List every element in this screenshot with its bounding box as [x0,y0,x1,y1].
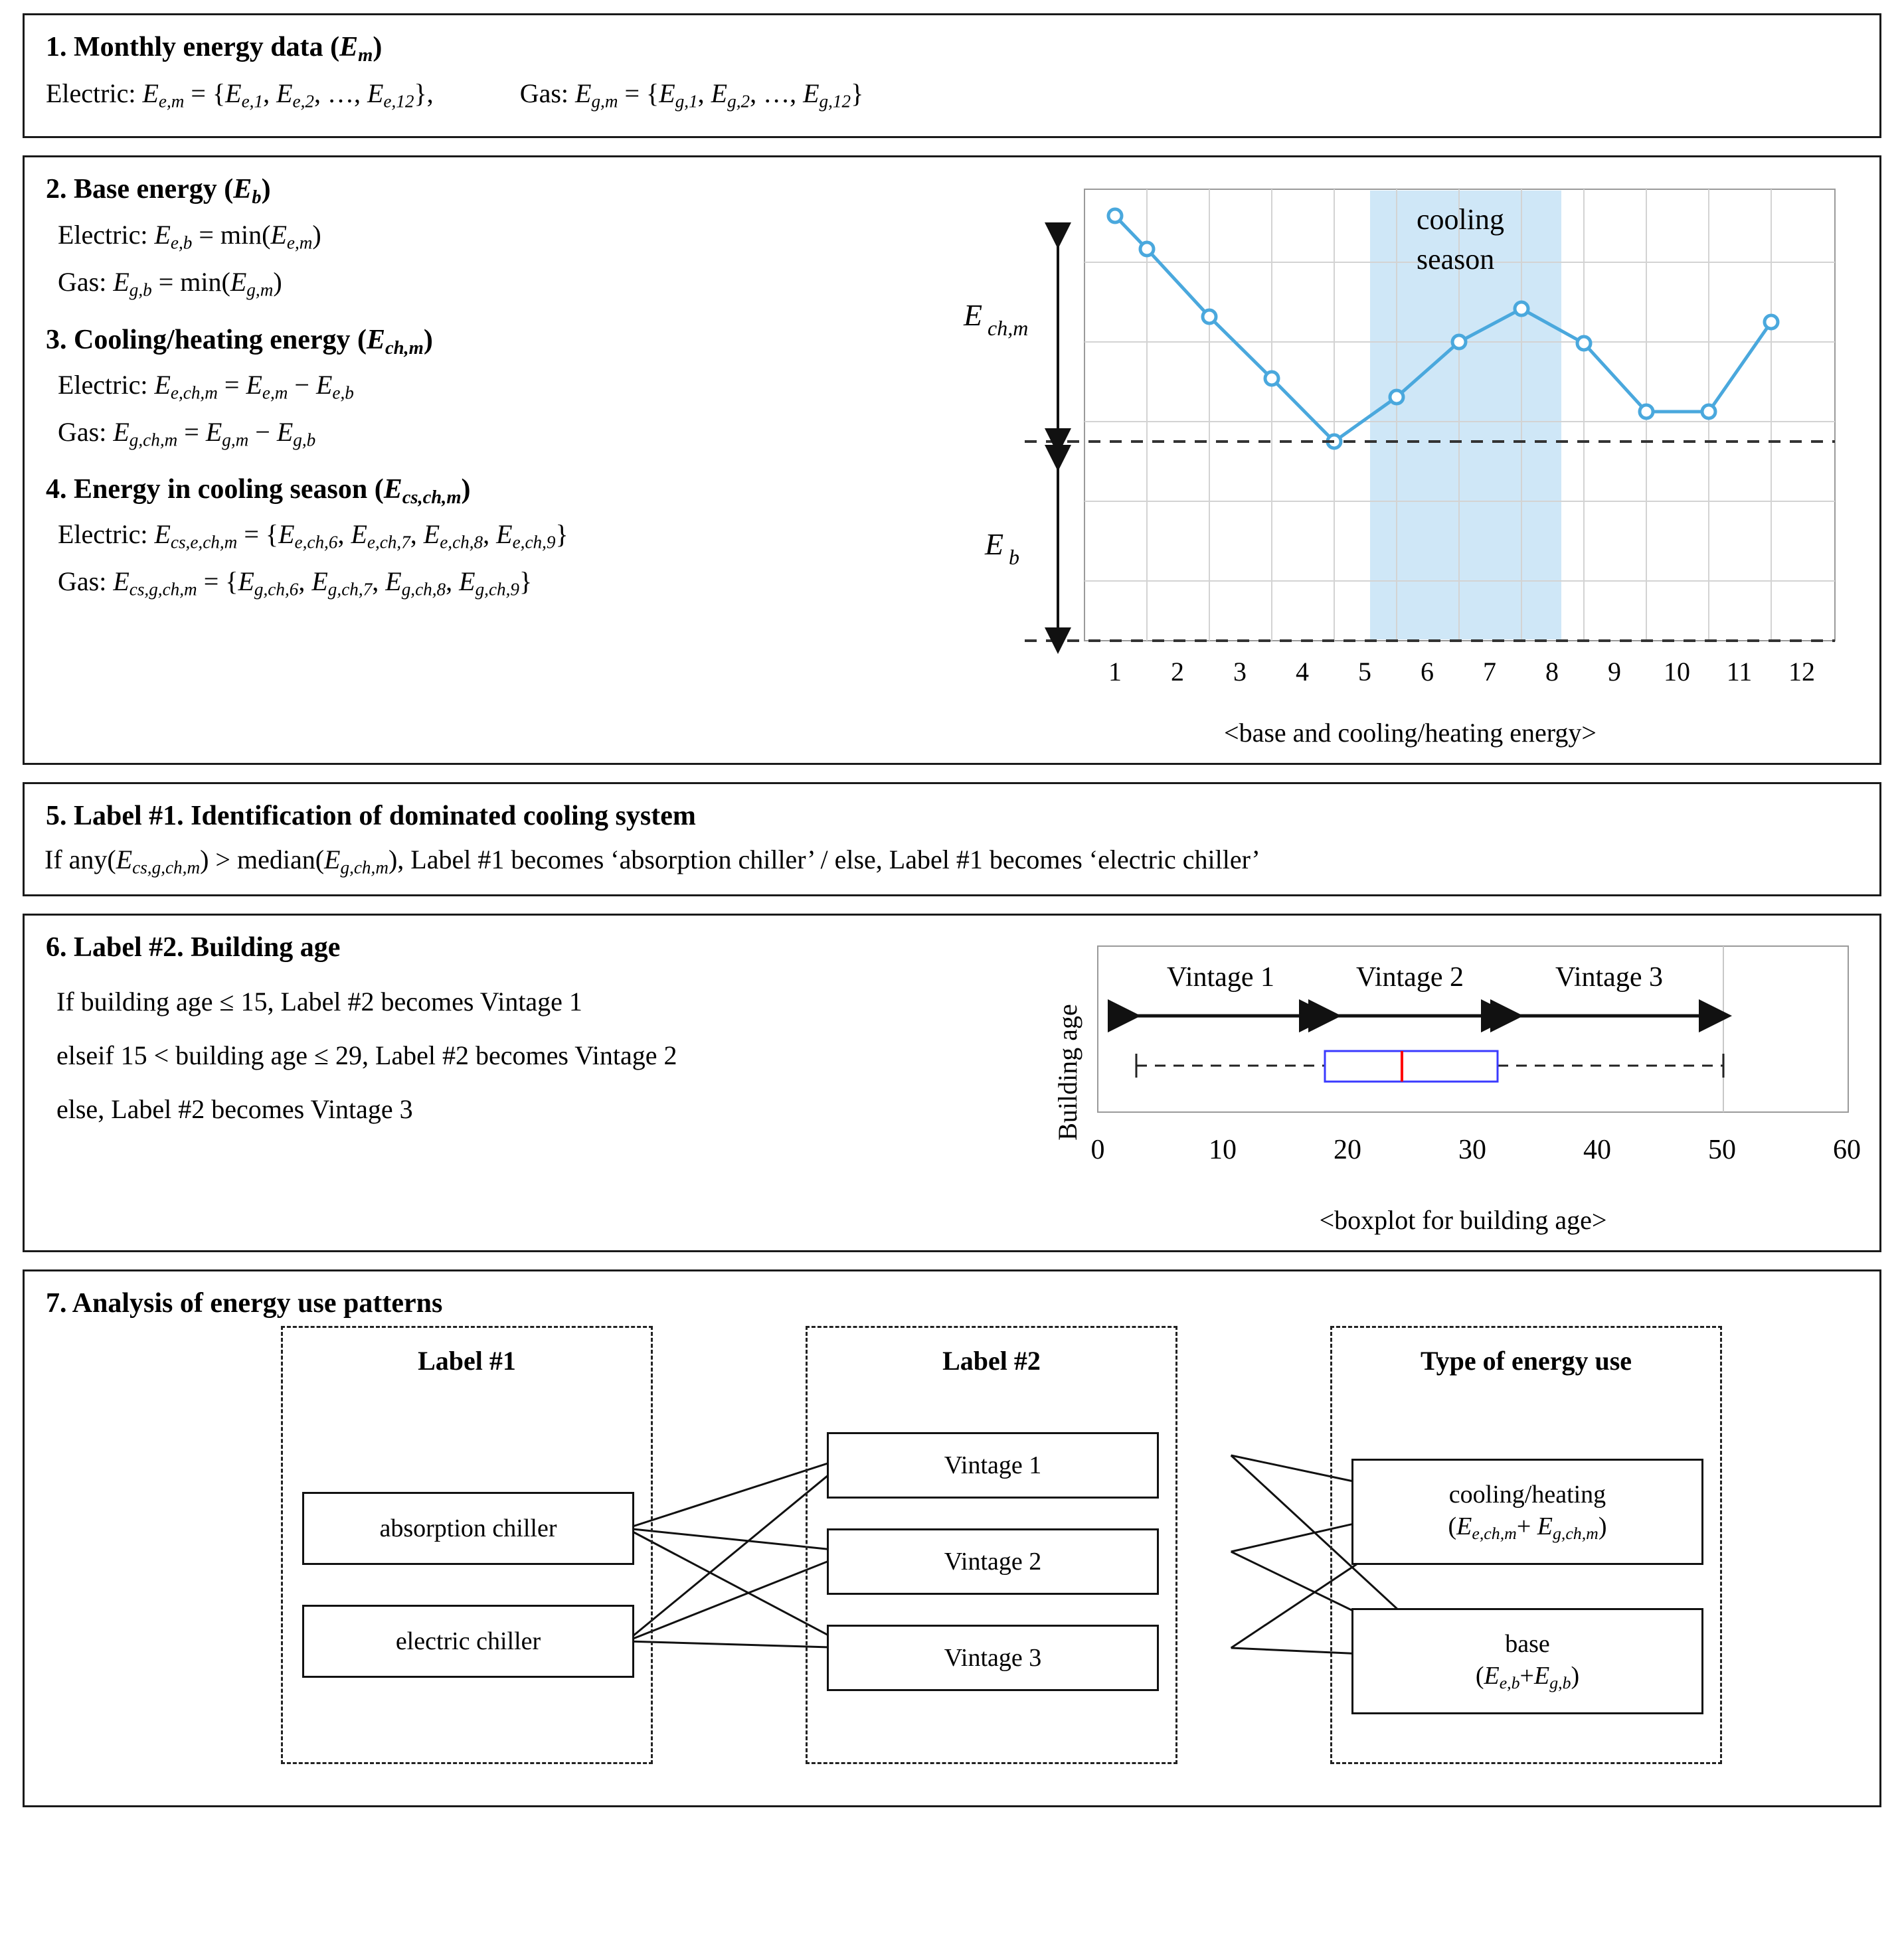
step-3-title: 3. Cooling/heating energy $(E_{ch,m})$ [46,324,433,359]
step-3-number: 3. [46,324,67,355]
panel-step-6 [23,914,1881,1252]
node-vintage-3-label: Vintage 3 [944,1643,1042,1672]
column-3-title: Type of energy use [1420,1346,1632,1376]
svg-text:10: 10 [1664,656,1690,687]
step-4-title: 4. Energy in cooling season $(E_{cs,ch,m})$ [46,473,471,508]
boxplot-ylabel: Building age [1053,1004,1082,1141]
step-4-text: Energy in cooling season ( [74,473,384,505]
step-1-number: 1. [46,32,67,62]
base-cooling-heating-chart [945,169,1862,748]
step-2-electric-label: Electric: [58,220,148,250]
panel-step-1 [23,13,1881,138]
step-6-rule-3: else, Label #2 becomes Vintage 3 [56,1094,413,1125]
svg-text:3: 3 [1233,656,1247,687]
steps-2-4-text [42,169,945,610]
cooling-season-label-1: cooling [1417,203,1504,236]
step-3-gas: Gas: $E_{g,ch,m} = E_{g,m} - E_{g,b}$ [58,416,316,450]
step-6-rule-2: elseif 15 < building age ≤ 29, Label #2 becomes Vintage 2 [56,1040,677,1071]
svg-text:7: 7 [1483,656,1496,687]
node-cooling-heating-formula: $(E_{e,ch,m}+ E_{g,ch,m})$ [1448,1512,1607,1544]
svg-text:1: 1 [1108,656,1122,687]
step-6-text [42,928,1051,1147]
svg-text:6: 6 [1421,656,1434,687]
column-1-title: Label #1 [418,1346,516,1376]
line-chart-svg [958,176,1861,707]
svg-text:2: 2 [1171,656,1184,687]
svg-text:4: 4 [1296,656,1309,687]
step-2-text: Base energy ( [74,173,234,204]
node-vintage-2-label: Vintage 2 [944,1547,1042,1576]
boxplot-band-label-1: Vintage 1 [1167,962,1274,993]
svg-text:9: 9 [1608,656,1621,687]
step-3-electric: Electric: $E_{e,ch,m} = E_{e,m} - E_{e,b}$ [58,369,354,403]
step-4-electric: Electric: $E_{cs,e,ch,m} = \{E_{e,ch,6}$, $E_{e,ch,7}$, $E_{e,ch,8}$, $E_{e,ch,9}$} [58,519,568,552]
svg-text:ch,m: ch,m [988,315,1029,340]
node-base-energy[interactable] [1351,1608,1703,1714]
svg-text:50: 50 [1708,1135,1736,1166]
patterns-diagram [42,1326,1862,1791]
step-1-text: Monthly energy data ( [74,32,340,62]
step-1-electric-label: Electric: [46,78,136,108]
step-6-rule-1: If building age ≤ 15, Label #2 becomes Vintage 1 [56,987,582,1017]
step-4-number: 4. [46,473,67,505]
boxplot-box [1325,1051,1498,1082]
step-1-gas-label: Gas: [519,78,569,108]
node-absorption-chiller[interactable] [302,1492,634,1565]
step-4-electric-label: Electric: [58,519,148,549]
step-3-text: Cooling/heating energy ( [74,324,367,355]
building-age-boxplot [1051,928,1875,1236]
eb-label: E [985,527,1004,561]
chart-xticks [1108,657,1815,687]
svg-text:10: 10 [1209,1135,1237,1166]
step-2-gas: Gas: $E_{g,b} = \min(E_{g,m})$ [58,267,282,301]
node-vintage-3[interactable] [827,1625,1159,1691]
svg-text:11: 11 [1726,656,1753,687]
svg-text:60: 60 [1833,1135,1861,1166]
step-5-title: 5. Label #1. Identification of dominated cooling system [46,800,696,831]
svg-text:0: 0 [1090,1135,1105,1166]
step-2-electric: Electric: $E_{e,b} = \min(E_{e,m})$ [58,220,321,254]
step-4-gas: Gas: $E_{cs,g,ch,m} = \{E_{g,ch,6}$, $E_{g,ch,7}$, $E_{g,ch,8}$, $E_{g,ch,9}$} [58,566,533,600]
boxplot-caption: <boxplot for building age> [1319,1205,1607,1236]
svg-text:30: 30 [1458,1135,1486,1166]
svg-text:20: 20 [1334,1135,1361,1166]
step-5-body: If $any(E_{cs,g,ch,m})$ > $median(E_{g,ch,m})$, Label #1 becomes ‘absorption chiller’ / else, Label #1 becomes ‘electric chiller’ [44,844,1260,878]
svg-text:8: 8 [1545,656,1559,687]
column-2-title: Label #2 [942,1346,1041,1376]
step-7-title: 7. Analysis of energy use patterns [46,1288,443,1319]
panel-step-7 [23,1269,1881,1807]
cooling-season-label-2: season [1417,242,1495,276]
panel-steps-2-4 [23,155,1881,765]
step-2-gas-label: Gas: [58,267,107,297]
boxplot-band-label-3: Vintage 3 [1555,962,1663,993]
ech-label: E [964,297,983,332]
boxplot-svg [1051,939,1875,1205]
svg-text:b: b [1009,544,1019,569]
svg-text:12: 12 [1788,656,1815,687]
node-vintage-1-label: Vintage 1 [944,1451,1042,1479]
step-3-electric-label: Electric: [58,369,148,400]
step-4-gas-label: Gas: [58,566,107,596]
node-cooling-heating[interactable] [1351,1459,1703,1565]
step-1-title: 1. Monthly energy data $(E_m)$ [46,32,383,66]
step-2-number: 2. [46,173,67,204]
panel-step-5 [23,782,1881,897]
svg-text:40: 40 [1583,1135,1611,1166]
step-1-equations: Electric: $E_{e,m} = \{E_{e,1}$, $E_{e,2}$, …, $E_{e,12}$}, Gas: $E_{g,m} = \{E_{g,1}$, $E_{g,2}$, …, $E_{g,12}$} [46,78,864,112]
line-chart-caption: <base and cooling/heating energy> [1224,717,1597,748]
step-2-title: 2. Base energy $(E_b)$ [46,173,271,208]
node-vintage-1[interactable] [827,1432,1159,1499]
node-electric-chiller[interactable] [302,1605,634,1678]
boxplot-band-label-2: Vintage 2 [1356,962,1464,993]
node-vintage-2[interactable] [827,1528,1159,1595]
boxplot-xticks [1091,1135,1861,1165]
step-6-title: 6. Label #2. Building age [46,932,341,963]
node-electric-chiller-label: electric chiller [395,1627,541,1655]
node-base-energy-formula: $(E_{e,b}+E_{g,b})$ [1475,1661,1580,1693]
node-base-energy-label: base [1505,1630,1550,1659]
svg-text:5: 5 [1358,656,1371,687]
node-cooling-heating-label: cooling/heating [1448,1481,1606,1509]
node-absorption-chiller-label: absorption chiller [379,1514,557,1542]
step-3-gas-label: Gas: [58,416,107,447]
